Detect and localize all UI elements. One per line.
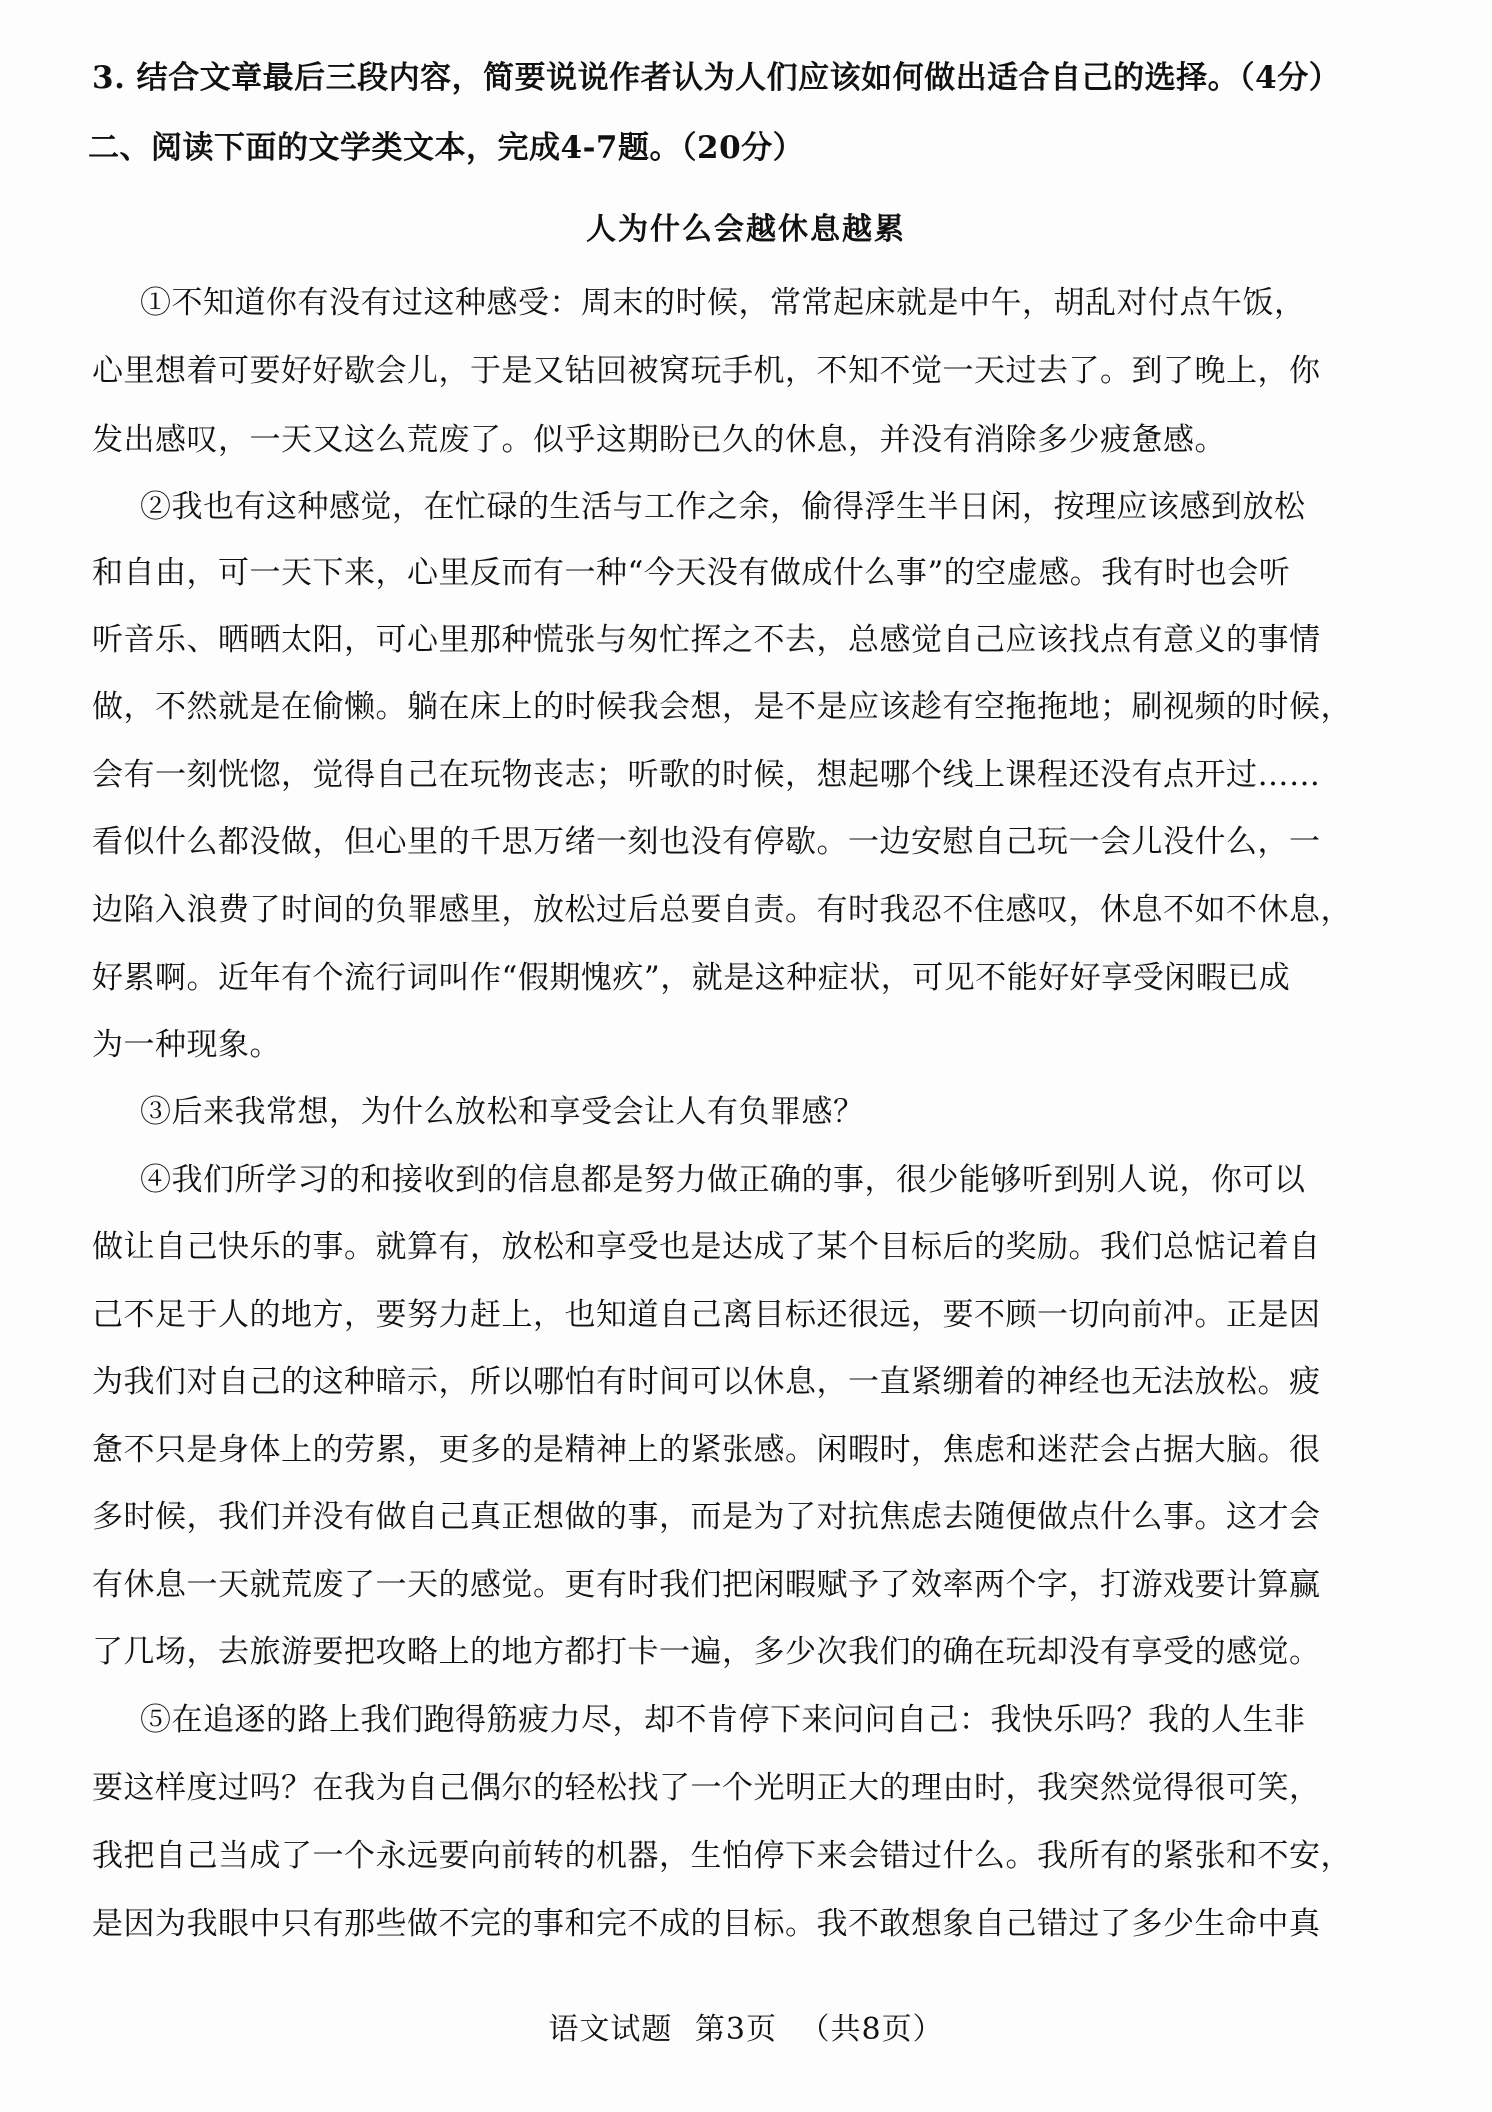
text-line: 多时候，我们并没有做自己真正想做的事，而是为了对抗焦虑去随便做点什么事。这才会 <box>92 1499 1321 1535</box>
text-line: ⑤在追逐的路上我们跑得筋疲力尽，却不肯停下来问问自己：我快乐吗？我的人生非 <box>140 1702 1306 1738</box>
text-line: 会有一刻恍惚，觉得自己在玩物丧志；听歌的时候，想起哪个线上课程还没有点开过…… <box>92 757 1321 793</box>
text-line: 边陷入浪费了时间的负罪感里，放松过后总要自责。有时我忍不住感叹，休息不如不休息， <box>92 892 1352 928</box>
footer-total-pages: （共8页） <box>799 2012 944 2047</box>
text-line: 我把自己当成了一个永远要向前转的机器，生怕停下来会错过什么。我所有的紧张和不安， <box>92 1838 1352 1874</box>
question-3: 3. 结合文章最后三段内容，简要说说作者认为人们应该如何做出适合自己的选择。（4分） <box>92 60 1341 96</box>
text-line: 为我们对自己的这种暗示，所以哪怕有时间可以休息，一直紧绷着的神经也无法放松。疲 <box>92 1364 1321 1400</box>
text-line: 听音乐、晒晒太阳，可心里那种慌张与匆忙挥之不去，总感觉自己应该找点有意义的事情 <box>92 622 1321 658</box>
footer-page-number: 第3页 <box>694 2012 777 2047</box>
text-line: 做，不然就是在偷懒。躺在床上的时候我会想，是不是应该趁有空拖拖地；刷视频的时候， <box>92 689 1352 725</box>
text-line: 己不足于人的地方，要努力赶上，也知道自己离目标还很远，要不顾一切向前冲。正是因 <box>92 1297 1321 1333</box>
text-line: 看似什么都没做，但心里的千思万绪一刻也没有停歇。一边安慰自己玩一会儿没什么，一 <box>92 824 1321 860</box>
page-footer <box>0 2010 1492 2050</box>
text-line: 发出感叹，一天又这么荒废了。似乎这期盼已久的休息，并没有消除多少疲惫感。 <box>92 422 1226 458</box>
section-2-heading: 二、阅读下面的文学类文本，完成4-7题。（20分） <box>88 130 805 166</box>
text-line: 惫不只是身体上的劳累，更多的是精神上的紧张感。闲暇时，焦虑和迷茫会占据大脑。很 <box>92 1432 1321 1468</box>
footer-subject: 语文试题 <box>548 2012 673 2047</box>
article-title: 人为什么会越休息越累 <box>586 212 906 247</box>
text-line: 心里想着可要好好歇会儿，于是又钻回被窝玩手机，不知不觉一天过去了。到了晚上，你 <box>92 353 1321 389</box>
text-line: 好累啊。近年有个流行词叫作“假期愧疚”，就是这种症状，可见不能好好享受闲暇已成 <box>92 960 1291 996</box>
text-line: 要这样度过吗？在我为自己偶尔的轻松找了一个光明正大的理由时，我突然觉得很可笑， <box>92 1770 1321 1806</box>
text-line: 有休息一天就荒废了一天的感觉。更有时我们把闲暇赋予了效率两个字，打游戏要计算赢 <box>92 1567 1321 1603</box>
text-line: ②我也有这种感觉，在忙碌的生活与工作之余，偷得浮生半日闲，按理应该感到放松 <box>140 489 1306 525</box>
text-line: ①不知道你有没有过这种感受：周末的时候，常常起床就是中午，胡乱对付点午饭， <box>140 285 1306 321</box>
text-line: 做让自己快乐的事。就算有，放松和享受也是达成了某个目标后的奖励。我们总惦记着自 <box>92 1229 1321 1265</box>
text-line: ③后来我常想，为什么放松和享受会让人有负罪感？ <box>140 1094 865 1130</box>
text-line: 是因为我眼中只有那些做不完的事和完不成的目标。我不敢想象自己错过了多少生命中真 <box>92 1906 1321 1942</box>
text-line: 了几场，去旅游要把攻略上的地方都打卡一遍，多少次我们的确在玩却没有享受的感觉。 <box>92 1634 1321 1670</box>
text-line: 为一种现象。 <box>92 1027 281 1063</box>
text-line: 和自由，可一天下来，心里反而有一种“今天没有做成什么事”的空虚感。我有时也会听 <box>92 555 1291 591</box>
text-line: ④我们所学习的和接收到的信息都是努力做正确的事，很少能够听到别人说，你可以 <box>140 1162 1306 1198</box>
